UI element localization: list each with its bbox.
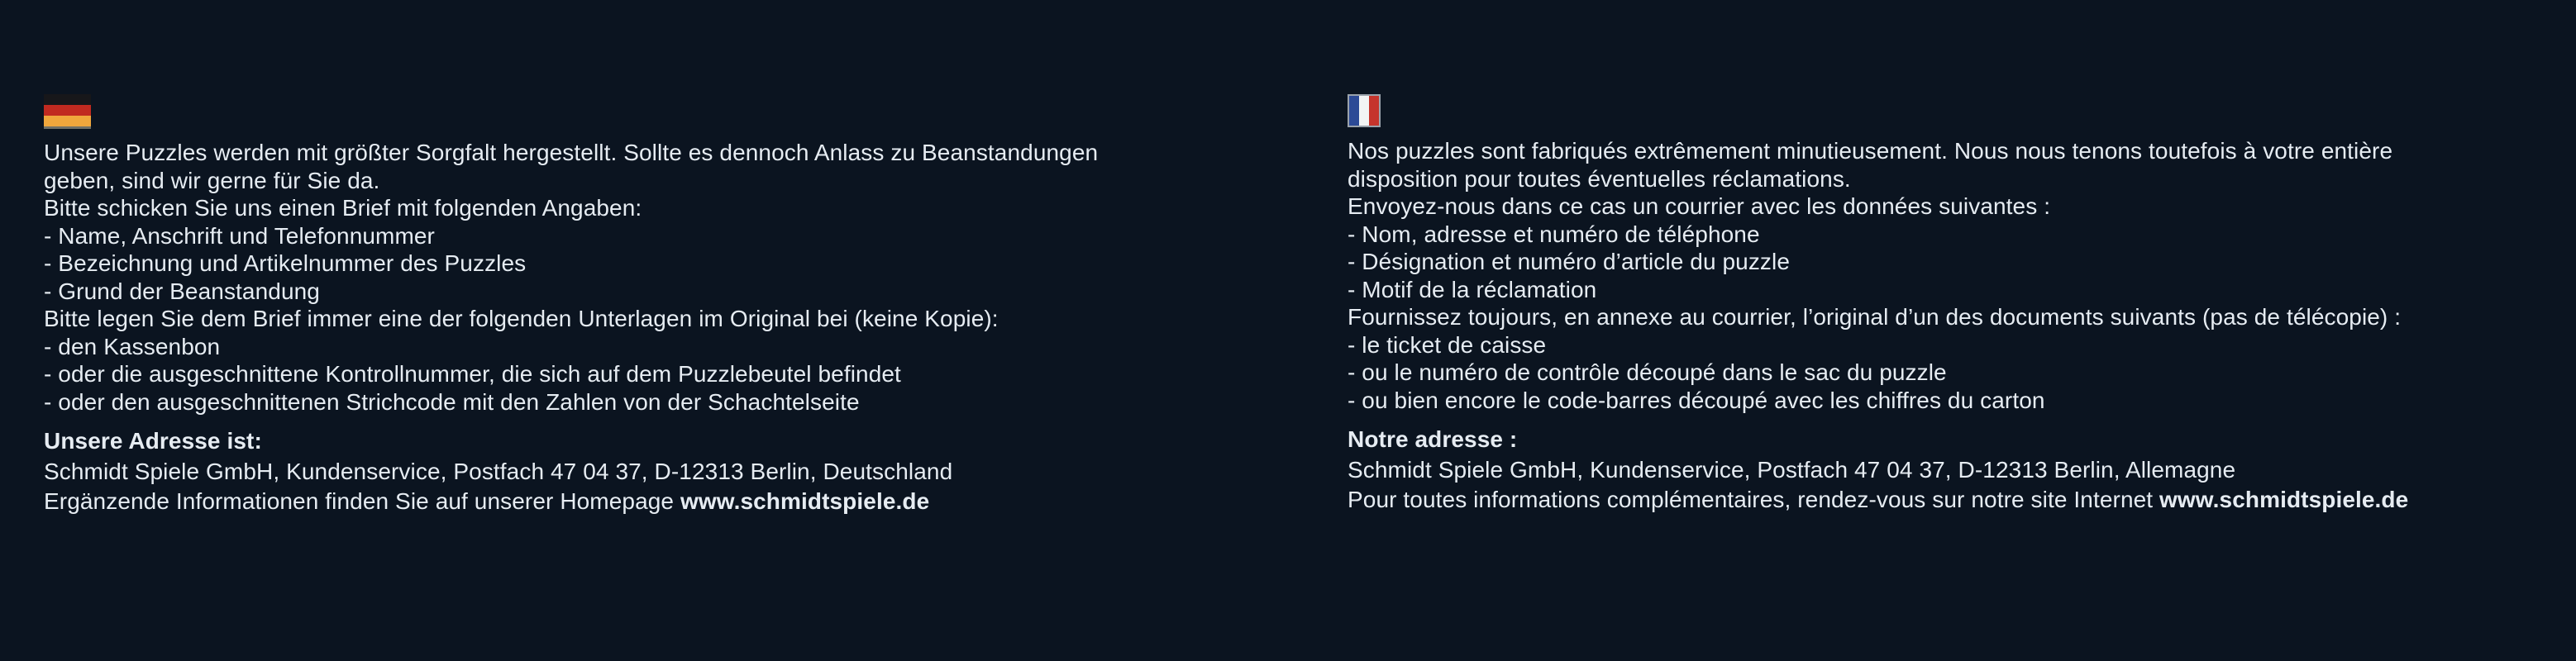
- body-line: - oder den ausgeschnittenen Strichcode mit den Zahlen von der Schachtelseite: [44, 388, 860, 415]
- france-flag-white-stripe: [1359, 96, 1369, 126]
- body-line: Unsere Puzzles werden mit größter Sorgfalt hergestellt. Sollte es dennoch Anlass zu Beanstandungen: [44, 140, 1099, 165]
- body-line: - Bezeichnung und Artikelnummer des Puzzles: [44, 250, 527, 276]
- homepage-text: Ergänzende Informationen finden Sie auf unserer Homepage: [44, 487, 680, 514]
- body-line: Envoyez-nous dans ce cas un courrier avec les données suivantes :: [1348, 193, 2051, 219]
- body-line: - Nom, adresse et numéro de téléphone: [1348, 221, 1760, 247]
- body-line: - Motif de la réclamation: [1348, 276, 1597, 302]
- body-line: Fournissez toujours, en annexe au courrier, l’original d’un des documents suivants (pas de télécopie) :: [1348, 304, 2402, 330]
- body-line: - Name, Anschrift und Telefonnummer: [44, 222, 435, 249]
- homepage-url: www.schmidtspiele.de: [2159, 486, 2409, 512]
- germany-flag-gold-stripe: [44, 116, 91, 126]
- body-line: Nos puzzles sont fabriqués extrêmement minutieusement. Nous nous tenons toutefois à votre entière: [1348, 138, 2393, 164]
- homepage-line: [1348, 485, 2408, 515]
- homepage-line: [44, 487, 1098, 516]
- address-heading: Unsere Adresse ist:: [44, 428, 262, 454]
- body-line: - le ticket de caisse: [1348, 331, 1547, 358]
- germany-flag-red-stripe: [44, 105, 91, 116]
- body-line: disposition pour toutes éventuelles réclamations.: [1348, 165, 1851, 192]
- address-line: Schmidt Spiele GmbH, Kundenservice, Postfach 47 04 37, D-12313 Berlin, Allemagne: [1348, 456, 2236, 483]
- german-info-column: [44, 94, 1098, 516]
- france-flag-icon: [1348, 94, 1381, 127]
- french-info-column: [1348, 94, 2408, 515]
- germany-flag-icon: [44, 94, 91, 129]
- body-line: - den Kassenbon: [44, 333, 221, 359]
- germany-flag-black-stripe: [44, 94, 91, 105]
- homepage-url: www.schmidtspiele.de: [680, 487, 930, 514]
- body-line: - ou bien encore le code-barres découpé avec les chiffres du carton: [1348, 387, 2045, 413]
- body-line: - oder die ausgeschnittene Kontrollnummer, die sich auf dem Puzzlebeutel befindet: [44, 361, 901, 387]
- address-heading: Notre adresse :: [1348, 426, 1518, 452]
- france-flag-blue-stripe: [1349, 96, 1359, 126]
- france-flag-red-stripe: [1369, 96, 1379, 126]
- body-line: - ou le numéro de contrôle découpé dans le sac du puzzle: [1348, 359, 1947, 385]
- homepage-text: Pour toutes informations complémentaires, rendez-vous sur notre site Internet: [1348, 486, 2160, 512]
- body-line: geben, sind wir gerne für Sie da.: [44, 167, 380, 193]
- body-line: - Désignation et numéro d’article du puzzle: [1348, 249, 1791, 274]
- body-line: - Grund der Beanstandung: [44, 278, 320, 304]
- body-line: Bitte legen Sie dem Brief immer eine der folgenden Unterlagen im Original bei (keine Kopie):: [44, 306, 999, 331]
- body-line: Bitte schicken Sie uns einen Brief mit folgenden Angaben:: [44, 195, 642, 221]
- address-line: Schmidt Spiele GmbH, Kundenservice, Postfach 47 04 37, D-12313 Berlin, Deutschland: [44, 458, 953, 484]
